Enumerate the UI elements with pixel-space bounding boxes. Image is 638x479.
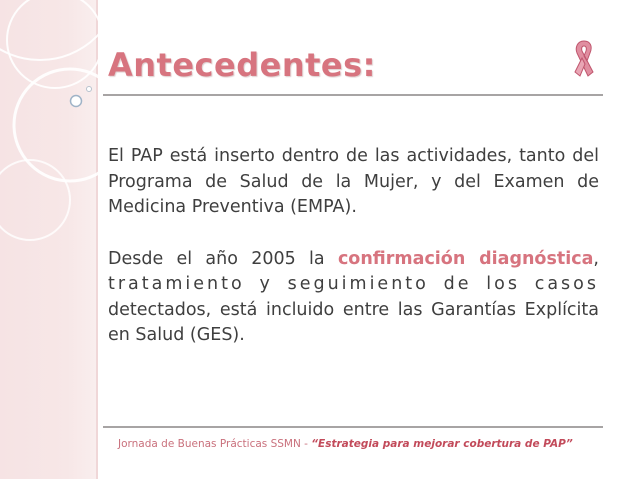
pink-ribbon-icon — [568, 38, 600, 82]
paragraph-ges-line-2: tratamiento y seguimiento de los casos — [108, 274, 599, 294]
paragraph-pap: El PAP está inserto dentro de las actividades, tanto del Programa de Salud de la Mujer, y del Examen de Medicina Preventiva (EMPA). — [108, 146, 599, 217]
paragraph-ges-rest: detectados, está incluido entre las Garantías Explícita en Salud (GES). — [108, 299, 599, 345]
footer-event: Jornada de Buenas Prácticas SSMN - — [118, 438, 312, 450]
footer — [118, 438, 598, 450]
footer-divider — [103, 426, 603, 428]
decorative-circles — [0, 0, 110, 260]
paragraph-ges-start: Desde el año 2005 la — [108, 248, 338, 269]
footer-strategy: “Estrategia para mejorar cobertura de PAP” — [311, 438, 573, 450]
slide-body — [108, 144, 599, 349]
highlight-confirmacion: confirmación diagnóstica — [337, 248, 594, 269]
comma: , — [593, 248, 599, 269]
slide-title: Antecedentes: — [108, 46, 376, 84]
small-dot-icon — [71, 96, 82, 107]
paragraph-ges — [108, 247, 599, 349]
title-divider — [103, 94, 603, 96]
